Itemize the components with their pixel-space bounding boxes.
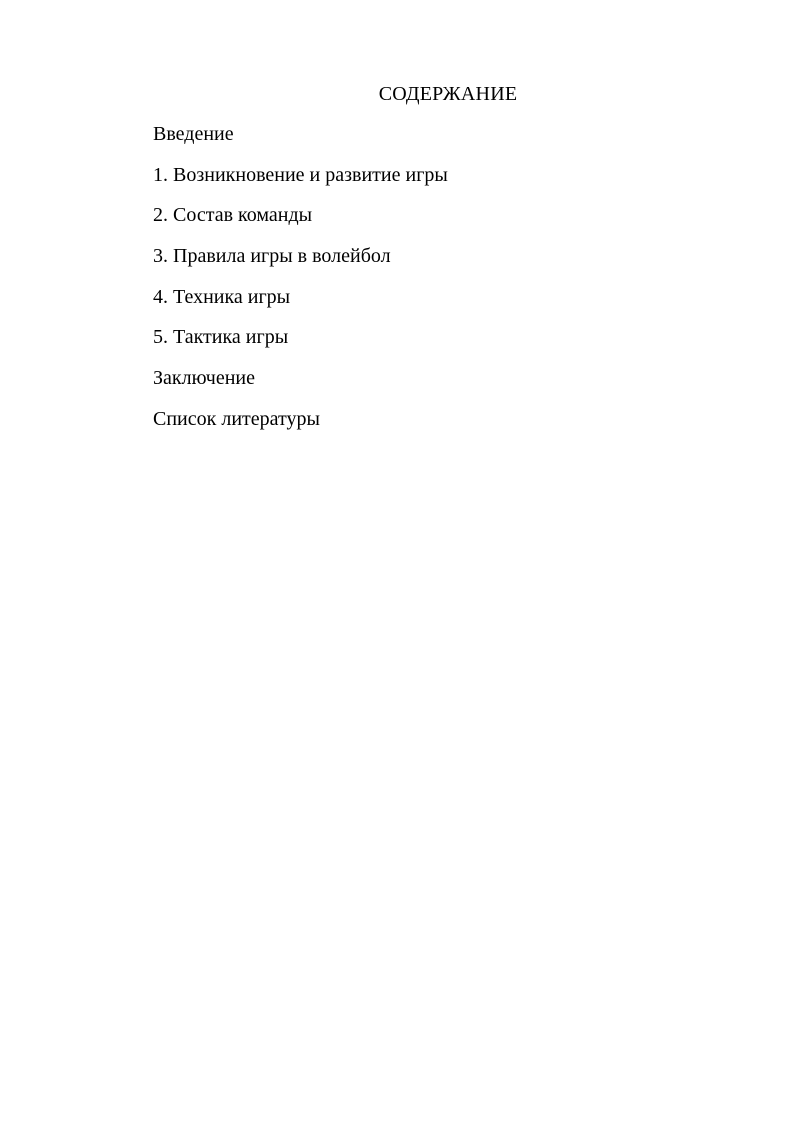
table-of-contents [153, 120, 448, 446]
toc-item-chapter-2: 2. Состав команды [153, 204, 313, 227]
toc-item-chapter-3: 3. Правила игры в волейбол [153, 245, 391, 268]
toc-item-introduction: Введение [153, 123, 234, 145]
page-title: СОДЕРЖАНИЕ [378, 83, 518, 105]
toc-item-chapter-4: 4. Техника игры [153, 285, 291, 308]
toc-item-chapter-1: 1. Возникновение и развитие игры [153, 163, 448, 186]
toc-item-conclusion: Заключение [153, 367, 255, 390]
toc-item-references: Список литературы [153, 407, 320, 430]
toc-item-chapter-5: 5. Тактика игры [153, 326, 289, 349]
